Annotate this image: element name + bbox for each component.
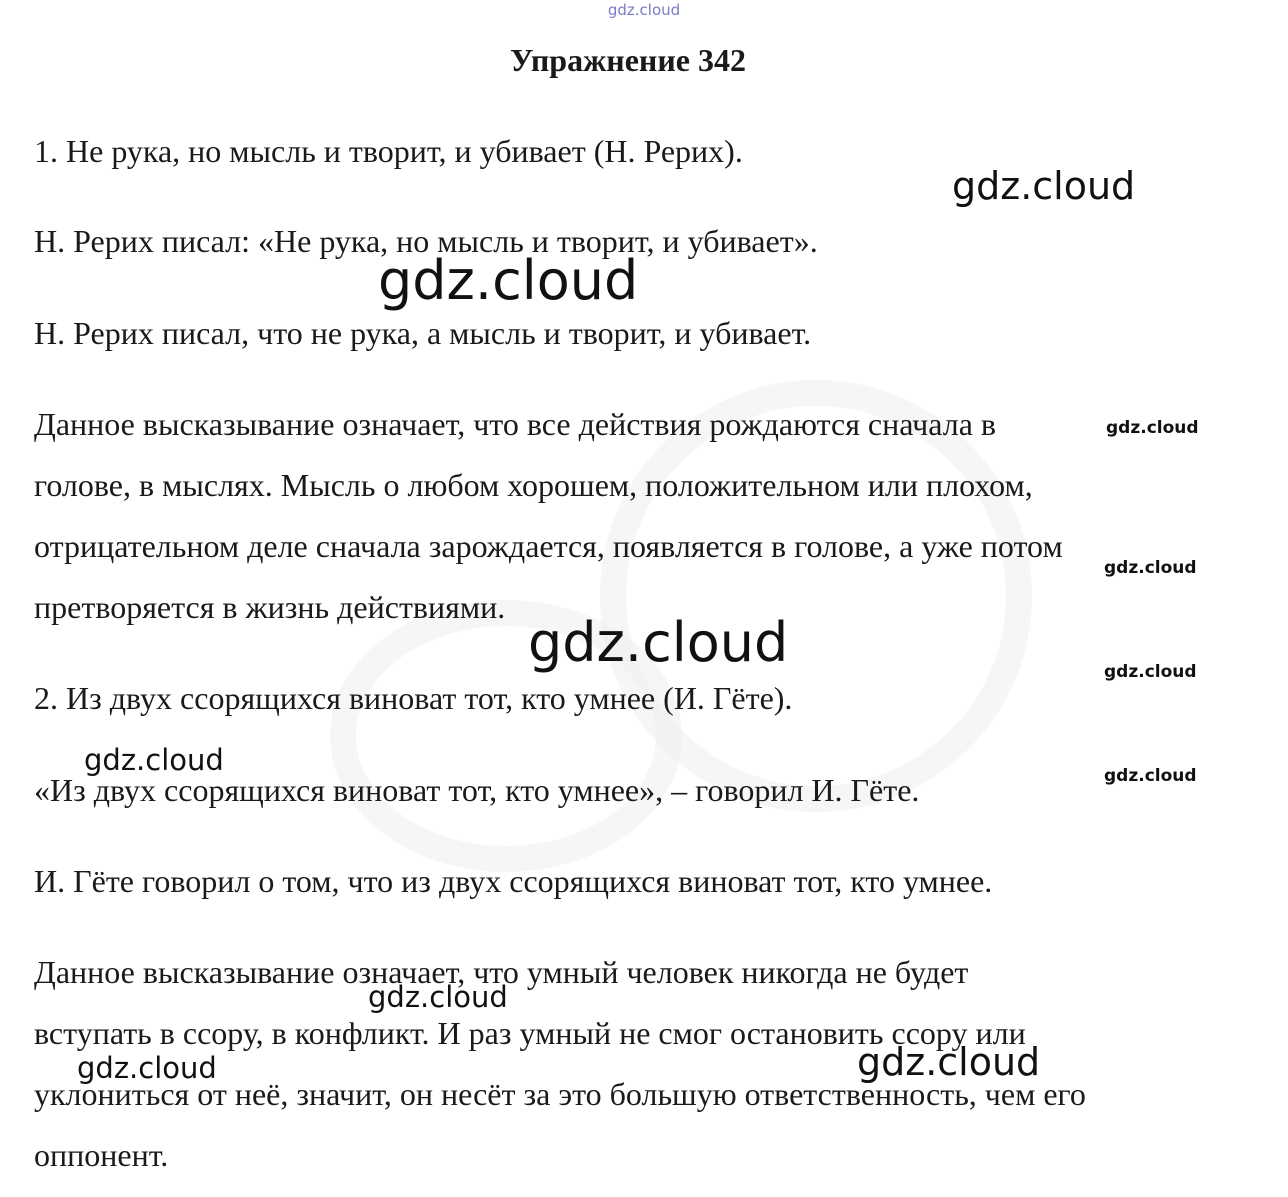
watermark-top: gdz.cloud xyxy=(607,1,681,19)
page-title: Упражнение 342 xyxy=(509,42,746,78)
text-line: И. Гёте говорил о том, что из двух ссорящихся виноват тот, кто умнее. xyxy=(34,863,993,899)
text-line: «Из двух ссорящихся виноват тот, кто умнее», – говорил И. Гёте. xyxy=(34,772,920,808)
text-line: претворяется в жизнь действиями. xyxy=(34,589,506,625)
text-line: Н. Рерих писал, что не рука, а мысль и творит, и убивает. xyxy=(34,315,812,351)
text-line: 2. Из двух ссорящихся виноват тот, кто умнее (И. Гёте). xyxy=(34,680,793,716)
text-line: уклониться от неё, значит, он несёт за это большую ответственность, чем его xyxy=(34,1076,1086,1112)
watermark: gdz.cloud xyxy=(84,743,224,777)
watermark: gdz.cloud xyxy=(857,1040,1041,1084)
background-ghost-ring xyxy=(600,380,1032,812)
text-line: оппонент. xyxy=(34,1137,169,1173)
watermark: gdz.cloud xyxy=(378,249,639,312)
watermark: gdz.cloud xyxy=(952,164,1136,208)
text-line: отрицательном деле сначала зарождается, появляется в голове, а уже потом xyxy=(34,528,1063,564)
watermark: gdz.cloud xyxy=(528,611,789,674)
watermark: gdz.cloud xyxy=(77,1051,217,1085)
text-line: 1. Не рука, но мысль и творит, и убивает (Н. Рерих). xyxy=(34,133,743,169)
text-line: Данное высказывание означает, что все действия рождаются сначала в xyxy=(34,406,997,442)
watermark: gdz.cloud xyxy=(368,980,508,1014)
watermark: gdz.cloud xyxy=(1104,558,1197,578)
text-line: Н. Рерих писал: «Не рука, но мысль и творит, и убивает». xyxy=(34,223,818,259)
text-line: Данное высказывание означает, что умный человек никогда не будет xyxy=(34,954,969,990)
watermark: gdz.cloud xyxy=(1106,418,1199,438)
watermark: gdz.cloud xyxy=(1104,766,1197,786)
text-line: голове, в мыслях. Мысль о любом хорошем, положительном или плохом, xyxy=(34,467,1033,503)
watermark: gdz.cloud xyxy=(1104,662,1197,682)
text-line: вступать в ссору, в конфликт. И раз умный не смог остановить ссору или xyxy=(34,1015,1026,1051)
